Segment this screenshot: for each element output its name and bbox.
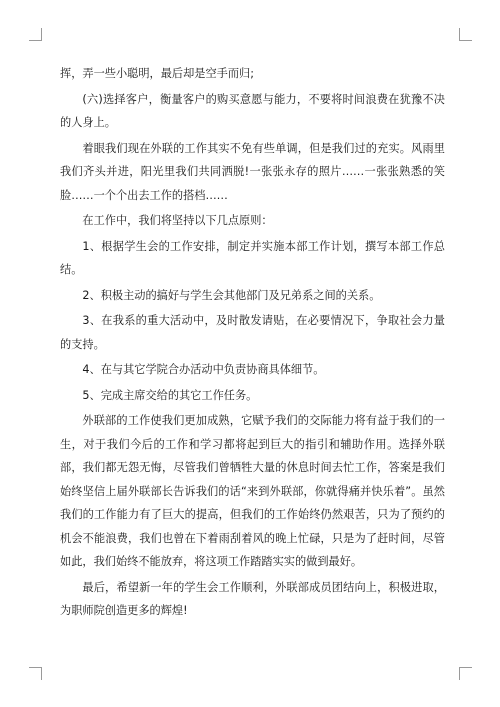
paragraph-work-reflection: 着眼我们现在外联的工作其实不免有些单调，但是我们过的充实。风雨里我们齐头并进，阳光里我们共同洒脱!一张张永存的照片……一张张熟悉的笑脸……一个个出去工作的搭档…… <box>60 141 445 202</box>
paragraph-principles-intro: 在工作中，我们将坚持以下几点原则： <box>82 214 273 227</box>
crop-mark-bottom-left <box>29 667 42 680</box>
paragraph-continuation: 挥，弄一些小聪明，最后却是空手而归; <box>60 67 254 80</box>
crop-mark-bottom-right <box>459 667 472 680</box>
paragraph-closing: 最后，希望新一年的学生会工作顺利，外联部成员团结向上，积极进取，为职师院创造更多的辉煌! <box>60 580 445 617</box>
paragraph-experience: 外联部的工作使我们更加成熟，它赋予我们的交际能力将有益于我们的一生，对于我们今后的工作和学习都将起到巨大的指引和辅助作用。选择外联部，我们都无怨无悔，尽管我们曾牺牲大量的休息时间去忙工作，答案是我们始终坚信上届外联部长告诉我们的话“来到外联部，你就得痛并快乐着”。虽然我们的工作能力有了巨大的提高，但我们的工作始终仍然艰苦，只为了预约的机会不能浪费，我们也曾在下着雨刮着风的晚上忙碌，只是为了赶时间，尽管如此，我们始终不能放弃，将这项工作踏踏实实的做到最好。 <box>60 414 445 568</box>
crop-mark-top-left <box>29 28 42 41</box>
principle-item-1: 1、根据学生会的工作安排，制定并实施本部工作计划，撰写本部工作总结。 <box>60 239 445 276</box>
principle-item-2: 2、积极主动的搞好与学生会其他部门及兄弟系之间的关系。 <box>82 288 381 302</box>
crop-mark-top-right <box>459 28 472 41</box>
document-body <box>60 62 445 623</box>
paragraph-choose-client: (六)选择客户，衡量客户的购买意愿与能力，不要将时间浪费在犹豫不决的人身上。 <box>60 92 445 129</box>
principle-item-3: 3、在我系的重大活动中，及时散发请贴，在必要情况下，争取社会力量的支持。 <box>60 314 445 351</box>
principle-item-4: 4、在与其它学院合办活动中负责协商具体细节。 <box>82 363 325 376</box>
principle-item-5: 5、完成主席交给的其它工作任务。 <box>82 388 258 402</box>
